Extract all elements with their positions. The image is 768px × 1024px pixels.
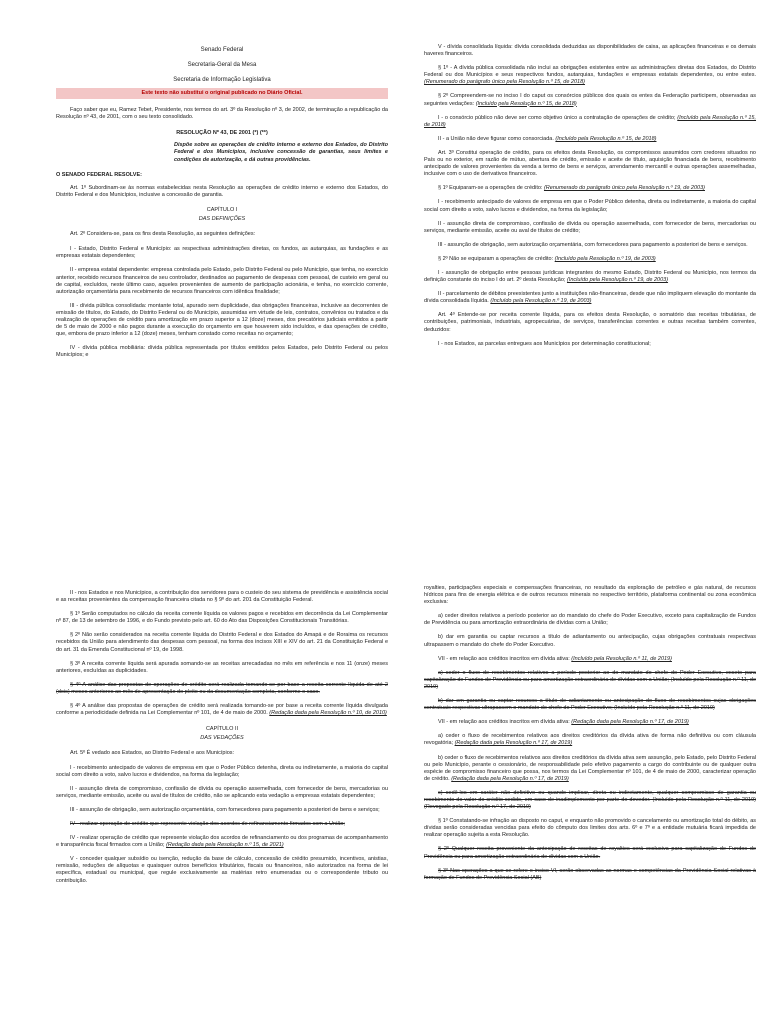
revoked-paragraph: § 2º Qualquer receita proveniente da antecipação de receitas de royalties será exclusiva para capitalização de Fundos de Previdência ou para amortização extraordinária de dívidas com a União. bbox=[424, 846, 756, 860]
paragraph: V - conceder qualquer subsídio ou isenção, redução da base de cálculo, concessão de crédito presumido, incentivos, anistias, remissão, reduções de alíquotas e quaisquer outros benefícios tributários, fiscais ou financeiros, não autorizados na forma de lei específica, estadual ou municipal, que regule exclusivamente as matérias retro enumeradas ou o correspondente tributo ou contribuição. bbox=[56, 856, 388, 884]
paragraph-text: VII - em relação aos créditos inscritos em dívida ativa: bbox=[438, 655, 570, 662]
paragraph bbox=[56, 835, 388, 849]
paragraph: I - nos Estados, as parcelas entregues aos Municípios por determinação constitucional; bbox=[438, 340, 651, 347]
revoked-paragraph: b) dar em garantia ou captar recursos a título de adiantamento ou antecipação do fluxo de recebimentos cujas obrigações contratuais respectivas ultrapassem o mandato do chefe do Poder Executivo; (Incluído pela Resolução n.º 11, de 2019) bbox=[424, 698, 756, 712]
revoked-paragraph: § 3º Nas operações a que se refere o inciso VI, serão observadas as normas e competências da Previdência Social relativas à formação de Fundos de Previdência Social (AB) bbox=[424, 867, 756, 881]
paragraph bbox=[424, 656, 756, 663]
paragraph-text: II - parcelamento de débitos preexistentes junto a instituições não-financeiras, desde que não impliquem elevação do montante da dívida consolidada líquida. bbox=[424, 291, 756, 305]
amendment-note: (Renumerado do parágrafo único pela Resolução n.º 19, de 2003) bbox=[543, 185, 705, 192]
amendment-note: (Redação dada pela Resolução n.º 10, de 2010) bbox=[269, 710, 387, 717]
paragraph bbox=[424, 719, 756, 726]
chapter-title: DAS DEFINIÇÕES bbox=[198, 216, 246, 223]
definition-item: IV - dívida pública mobiliária: dívida pública representada por títulos emitidos pelos Estados, pelo Distrito Federal ou pelos Municípios; e bbox=[56, 345, 388, 359]
amendment-note: (Incluído pela Resolução n.º 19, de 2003) bbox=[554, 255, 656, 262]
page1-right-column bbox=[424, 44, 756, 353]
paragraph bbox=[424, 256, 756, 263]
article-5: Art. 5º É vedado aos Estados, ao Distrito Federal e aos Municípios: bbox=[70, 750, 235, 757]
paragraph bbox=[424, 755, 756, 783]
article-3: Art. 3º Constitui operação de crédito, para os efeitos desta Resolução, os compromissos assumidos com credores situados no País ou no exterior, em razão de mútuo, abertura de crédito, emissão e aceite de título, aquisição financiada de bens, recebimento antecipado de valores provenientes da venda a termo de bens e serviços, arrendamento mercantil e outras operações assemelhadas, inclusive com o uso de derivativos financeiros. bbox=[424, 149, 756, 178]
paragraph: b) dar em garantia ou captar recursos a título de adiantamento ou antecipação, cujas obrigações contratuais respectivas ultrapassem o mandato do chefe do Poder Executivo. bbox=[424, 634, 756, 648]
page1-left-column bbox=[56, 46, 388, 364]
paragraph bbox=[424, 93, 756, 107]
article-1: Art. 1º Subordinam-se às normas estabelecidas nesta Resolução as operações de crédito interno e externo dos Estados, do Distrito Federal e dos Municípios, inclusive a concessão de garantia. bbox=[56, 184, 388, 198]
paragraph: a) ceder direitos relativos a período posterior ao do mandato do chefe do Poder Executivo, exceto para capitalização de Fundos de Previdência ou para amortização extraordinária de dívidas com a União; bbox=[424, 613, 756, 627]
paragraph: III - assunção de obrigação, sem autorização orçamentária, com fornecedores para pagamento a posteriori de bens e serviços; bbox=[70, 806, 380, 813]
intro-paragraph: Faço saber que eu, Ramez Tebet, Presidente, nos termos do art. 3º da Resolução nº 3, de 2002, de terminação a republicação da Resolução nº 43, de 2001, com o seu texto consolidado. bbox=[56, 107, 388, 121]
amendment-note: (Incluído pela Resolução n.º 15, de 2018) bbox=[424, 114, 757, 128]
notice-banner: Este texto não substitui o original publicado no Diário Oficial. bbox=[56, 88, 388, 99]
article-2: Art. 2º Considera-se, para os fins desta Resolução, as seguintes definições: bbox=[70, 231, 256, 238]
definition-item: II - empresa estatal dependente: empresa controlada pelo Estado, pelo Distrito Federal ou pelo Município, que tenha, no exercício anterior, recebido recursos financeiros de seu controlador, destinados ao pagamento de despesas com pessoal, de custeio em geral ou de capital, excluídos, neste último caso, aqueles provenientes de aumento de participação acionária, e tenha, no exercício corrente, autorização orçamentária para recebimento de recursos financeiros com idêntica finalidade; bbox=[56, 267, 388, 295]
paragraph: I - recebimento antecipado de valores de empresa em que o Poder Público detenha, direta ou indiretamente, a maioria do capital social com direito a voto, salvo lucros e dividendos, na forma da legislação; bbox=[424, 199, 756, 213]
amendment-note: (Incluído pela Resolução n.º 15, de 2018) bbox=[475, 100, 577, 107]
paragraph-text: II - a União não deve figurar como consorciada. bbox=[438, 135, 554, 142]
paragraph bbox=[56, 703, 388, 717]
paragraph bbox=[424, 270, 756, 284]
revoked-paragraph: a) ceder o fluxo de recebimentos relativos a período posterior ao do mandato do chefe do Poder Executivo, exceto para capitalização de Fundos de Previdência ou para amortização extraordinária de dívidas com a União; (Incluído pela Resolução n.º 11, de 2019) bbox=[424, 669, 756, 690]
paragraph bbox=[424, 185, 756, 192]
revoked-paragraph: § 4º A análise das propostas de operações de crédito será realizada tomando-se por base a receita corrente líquida de até 2 (dois) meses anteriores ao mês de apresentação do pleito ou da documentação completa, conforme o caso. bbox=[56, 681, 388, 695]
amendment-note: (Redação dada pela Resolução n.º 17, de 2019) bbox=[454, 740, 573, 747]
definition-item: I - Estado, Distrito Federal e Município: as respectivas administrações diretas, os fundos, as autarquias, as fundações e as empresas estatais dependentes; bbox=[56, 246, 388, 260]
paragraph bbox=[424, 136, 756, 143]
paragraph: § 2º Não serão considerados na receita corrente líquida do Distrito Federal e dos Estados do Amapá e de Roraima os recursos recebidos da União para atendimento das despesas com pessoal, na forma dos incisos XIII e XIV do art. 21 da Constituição Federal e do art. 31 da Emenda Constitucional nº 19, de 1998. bbox=[56, 632, 388, 653]
paragraph: § 1º Constatando-se infração ao disposto no caput, e enquanto não promovido o cancelamento ou amortização total do débito, as dívidas serão consideradas vencidas para efeito do cômputo dos limites dos arts. 6º e 7º e a entidade mutuária ficará impedida de realizar operação sujeita a esta Resolução. bbox=[424, 818, 756, 839]
chapter-heading: CAPÍTULO II bbox=[205, 726, 239, 733]
page2-left-column bbox=[56, 590, 388, 890]
paragraph-text: § 1º Equiparam-se a operações de crédito: bbox=[438, 185, 543, 192]
amendment-note: (Incluído pela Resolução n.º 19, de 2003) bbox=[566, 277, 669, 284]
paragraph: V - dívida consolidada líquida: dívida consolidada deduzidas as disponibilidades de caixa, as aplicações financeiras e os demais haveres financeiros. bbox=[424, 44, 756, 58]
document-page-2 bbox=[0, 512, 768, 1024]
paragraph: II - assunção direta de compromisso, confissão de dívida ou operação assemelhada, com fornecedor de bens, mercadorias ou serviços, mediante emissão, aceite ou aval de títulos de crédito, não se aplicando esta vedação a empresas estatais dependentes; bbox=[56, 785, 388, 799]
paragraph: I - recebimento antecipado de valores de empresa em que o Poder Público detenha, direta ou indiretamente, a maioria do capital social com direito a voto, salvo lucros e dividendos, na forma da legislação; bbox=[56, 764, 388, 778]
header-secretaria-geral: Secretaria-Geral da Mesa bbox=[187, 62, 257, 68]
amendment-note: (Incluído pela Resolução n.º 15, de 2018) bbox=[555, 135, 657, 142]
amendment-note: (Redação dada pela Resolução n.º 17, de 2019) bbox=[451, 775, 569, 782]
revoked-paragraph: IV - realizar operação de crédito que represente violação dos acordos de refinanciamento firmados com a União; bbox=[70, 820, 345, 827]
amendment-note: (Incluído pela Resolução n.º 19, de 2003) bbox=[490, 298, 592, 305]
header-secretaria-info: Secretaria de Informação Legislativa bbox=[173, 77, 271, 83]
paragraph-text: § 2º Não se equiparam a operações de crédito: bbox=[438, 255, 554, 262]
article-4: Art. 4º Entende-se por receita corrente líquida, para os efeitos desta Resolução, o somatório das receitas tributárias, de contribuições, patrimoniais, industriais, agropecuárias, de serviços, transferências correntes e outras receitas também correntes, deduzidos: bbox=[424, 312, 756, 333]
paragraph bbox=[424, 65, 756, 86]
paragraph-text: § 2º Compreendem-se no inciso I do caput os consórcios públicos dos quais os entes da Federação participem, observadas as seguintes vedações: bbox=[424, 93, 756, 107]
revoked-paragraph: c) cedê-los em caráter não definitivo ou quando implicar, direta ou indiretamente, qualquer compromisso de garantia ou recebimento do valor do crédito cedido, em caso de inadimplemento por parte do devedor. (Incluído pela Resolução n.º 11, de 2019) (Revogado pela Resolução n.º 17, de 2019) bbox=[424, 789, 756, 811]
paragraph: III - assunção de obrigação, sem autorização orçamentária, com fornecedores para pagamento a posteriori de bens e serviços. bbox=[438, 241, 748, 248]
paragraph bbox=[424, 291, 756, 305]
resolution-title: RESOLUÇÃO Nº 43, DE 2001 (*) (**) bbox=[176, 130, 268, 137]
definition-item: III - dívida pública consolidada: montante total, apurado sem duplicidade, das obrigações financeiras, inclusive as decorrentes de emissão de títulos, do Estado, do Distrito Federal ou do Município, assumidas em virtude de leis, contratos, convênios ou tratados e da realização de operações de crédito para amortização em prazo superior a 12 (doze) meses, dos precatórios judiciais emitidos a partir de 5 de maio de 2000 e não pagos durante a execução do orçamento em que houverem sido incluídos, e das operações de crédito, que, embora de prazo inferior a 12 (doze) meses, tenham constado como receitas no orçamento; bbox=[56, 302, 388, 338]
amendment-note: (Redação dada pela Resolução n.º 15, de 2021) bbox=[166, 842, 284, 849]
ementa: Dispõe sobre as operações de crédito interno e externo dos Estados, do Distrito Federal e dos Municípios, inclusive concessão de garantias, seus limites e condições de autorização, e dá outras providências. bbox=[174, 142, 388, 163]
paragraph-text: b) ceder o fluxo de recebimentos relativos aos direitos creditórios da dívida ativa sem assunção, pelo Estado, pelo Distrito Federal ou pelo Município, perante o cessionário, de responsabilidade pelo efetivo pagamento a cargo do contribuinte ou de qualquer outra espécie de compromisso financeiro que possa, nos termos da Lei Complementar nº 101, de 4 de maio de 2000, caracterizar operação de crédito. bbox=[424, 754, 756, 782]
paragraph: II - assunção direta de compromisso, confissão de dívida ou operação assemelhada, com fornecedor de bens, mercadorias ou serviços, mediante emissão, aceite ou aval de títulos de crédito; bbox=[424, 220, 756, 234]
decree-line: O SENADO FEDERAL RESOLVE: bbox=[56, 171, 142, 178]
amendment-note: (Incluído pela Resolução n.º 11, de 2019) bbox=[571, 655, 672, 662]
header-senado: Senado Federal bbox=[200, 47, 244, 53]
paragraph-text: § 1º - A dívida pública consolidada não inclui as obrigações existentes entre as administrações diretas dos Estados, do Distrito Federal ou dos Municípios e seus respectivos fundos, autarquias, fundações e empresas estatais dependentes, ou entre estes. bbox=[424, 65, 756, 79]
paragraph-text: a) ceder o fluxo de recebimentos relativos aos direitos creditórios da dívida ativa de forma não definitiva ou com cláusula revogatória; bbox=[424, 733, 756, 747]
chapter-heading: CAPÍTULO I bbox=[206, 206, 238, 213]
paragraph: royalties, participações especiais e compensações financeiras, no resultado da exploração de petróleo e gás natural, de recursos hídricos para fins de energia elétrica e de outros recursos minerais no respectivo território, plataforma continental ou zona econômica exclusiva: bbox=[424, 585, 756, 606]
amendment-note: (Redação dada pela Resolução n.º 17, de 2019) bbox=[571, 719, 689, 726]
paragraph-text: I - assunção de obrigação entre pessoas jurídicas integrantes do mesmo Estado, Distrito Federal ou Município, nos termos da definição constante do inciso I do art. 2º desta Resolução; bbox=[424, 269, 756, 284]
paragraph: II - nos Estados e nos Municípios, a contribuição dos servidores para o custeio do seu sistema de previdência e assistência social e as receitas provenientes da compensação financeira citada no § 9º do art. 201 da Constituição Federal. bbox=[56, 590, 388, 604]
paragraph: § 1º Serão computados no cálculo da receita corrente líquida os valores pagos e recebidos em decorrência da Lei Complementar nº 87, de 13 de setembro de 1996, e do Fundo previsto pelo art. 60 do Ato das Disposições Constitucionais Transitórias. bbox=[56, 611, 388, 625]
paragraph: § 3º A receita corrente líquida será apurada somando-se as receitas arrecadadas no mês em referência e nos 11 (onze) meses anteriores, excluídas as duplicidades. bbox=[56, 660, 388, 674]
page2-right-column bbox=[424, 585, 756, 887]
paragraph bbox=[424, 115, 756, 129]
paragraph-text: VII - em relação aos créditos inscritos em dívida ativa: bbox=[438, 719, 570, 726]
chapter-title: DAS VEDAÇÕES bbox=[200, 735, 244, 742]
paragraph-text: I - o consórcio público não deve ser como objetivo único a contratação de operações de crédito; bbox=[438, 114, 676, 121]
paragraph bbox=[424, 733, 756, 747]
amendment-note: (Renumerado do parágrafo único pela Resolução n.º 15, de 2018) bbox=[424, 79, 586, 86]
paragraph-text: § 4º A análise das propostas de operações de crédito será realizada tomando-se por base a receita corrente líquida divulgada conforme a periodicidade definida na Lei Complementar nº 101, de 4 de maio de 2000. bbox=[56, 703, 388, 717]
paragraph-text: IV - realizar operação de crédito que represente violação dos acordos de refinanciamento ou dos programas de acompanhamento e transparência fiscal firmados com a União; bbox=[56, 835, 388, 849]
